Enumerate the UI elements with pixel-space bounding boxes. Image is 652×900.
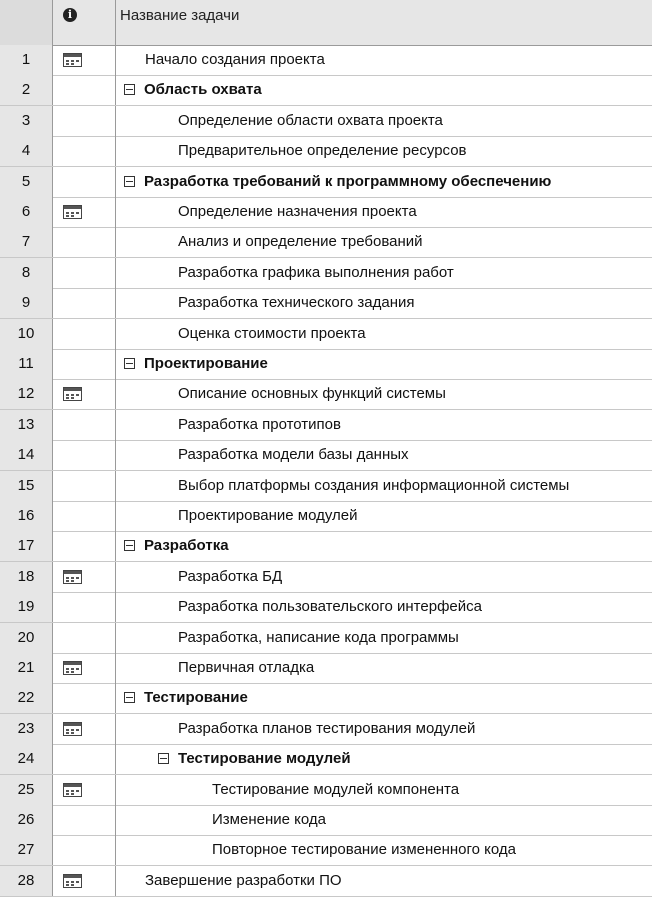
table-row[interactable]: [0, 106, 652, 137]
task-name-cell[interactable]: [116, 319, 652, 349]
indicator-cell[interactable]: [53, 714, 116, 744]
task-name: Анализ и определение требований: [178, 233, 423, 251]
calendar-icon[interactable]: [63, 874, 82, 888]
task-name-cell[interactable]: [116, 136, 652, 166]
task-name-cell[interactable]: [116, 653, 652, 683]
task-name-cell[interactable]: [116, 288, 652, 318]
task-name: Разработка БД: [178, 567, 283, 585]
row-number[interactable]: 6: [0, 197, 53, 227]
row-number[interactable]: 13: [0, 410, 53, 440]
table-row[interactable]: [0, 167, 652, 198]
table-row[interactable]: [0, 714, 652, 745]
task-name-cell[interactable]: [116, 227, 652, 257]
task-name-cell[interactable]: [116, 623, 652, 653]
indicator-cell[interactable]: [53, 866, 116, 896]
task-name: Завершение разработки ПО: [145, 871, 342, 889]
task-name: Оценка стоимости проекта: [178, 324, 366, 342]
table-row[interactable]: [0, 288, 652, 319]
table-row[interactable]: [0, 805, 652, 836]
calendar-icon[interactable]: [63, 387, 82, 401]
calendar-icon[interactable]: [63, 570, 82, 584]
table-row[interactable]: [0, 197, 652, 228]
indicator-cell[interactable]: [53, 531, 116, 561]
row-number[interactable]: 26: [0, 805, 53, 835]
table-row[interactable]: [0, 531, 652, 562]
indicator-cell[interactable]: [53, 562, 116, 592]
task-name-cell[interactable]: [116, 805, 652, 835]
task-name-cell[interactable]: [116, 75, 652, 105]
calendar-icon[interactable]: [63, 205, 82, 219]
indicator-cell[interactable]: [53, 471, 116, 501]
task-name: Разработка модели базы данных: [178, 446, 409, 464]
select-all-cell[interactable]: [0, 0, 53, 45]
table-row[interactable]: [0, 683, 652, 714]
task-name-cell[interactable]: [116, 45, 652, 75]
row-number[interactable]: 15: [0, 471, 53, 501]
task-name: Описание основных функций системы: [178, 385, 446, 403]
indicator-cell[interactable]: [53, 775, 116, 805]
row-number[interactable]: 7: [0, 227, 53, 257]
row-number[interactable]: 21: [0, 653, 53, 683]
summary-task-name: Разработка требований к программному обеспечению: [144, 172, 552, 190]
table-row[interactable]: [0, 410, 652, 441]
table-row[interactable]: [0, 349, 652, 380]
calendar-icon[interactable]: [63, 661, 82, 675]
task-name: Проектирование модулей: [178, 507, 358, 524]
collapse-toggle-icon[interactable]: [124, 176, 135, 187]
indicator-cell[interactable]: [53, 379, 116, 409]
table-row[interactable]: [0, 623, 652, 654]
row-number[interactable]: 8: [0, 258, 53, 288]
task-name: Разработка прототипов: [178, 415, 341, 433]
row-number[interactable]: 11: [0, 349, 53, 379]
summary-task-name: Область охвата: [144, 81, 262, 99]
summary-task-name: Тестирование: [144, 689, 248, 707]
table-row[interactable]: [0, 744, 652, 775]
task-name-cell[interactable]: [116, 866, 652, 896]
task-name-cell[interactable]: [116, 379, 652, 409]
table-row[interactable]: [0, 45, 652, 76]
row-number[interactable]: 23: [0, 714, 53, 744]
indicator-cell[interactable]: [53, 197, 116, 227]
task-name-column-header[interactable]: [116, 0, 652, 45]
task-name-cell[interactable]: [116, 775, 652, 805]
calendar-icon[interactable]: [63, 783, 82, 797]
row-number[interactable]: 3: [0, 106, 53, 136]
task-name-cell[interactable]: [116, 592, 652, 622]
task-name: Тестирование модулей компонента: [212, 780, 460, 798]
task-name-cell[interactable]: [116, 501, 652, 531]
task-name-header-label: Название задачи: [120, 7, 240, 24]
indicator-cell[interactable]: [53, 258, 116, 288]
task-name: Разработка технического задания: [178, 294, 415, 312]
task-name: Изменение кода: [212, 811, 326, 828]
task-name: Повторное тестирование измененного кода: [212, 841, 517, 859]
row-number[interactable]: 18: [0, 562, 53, 592]
indicator-cell[interactable]: [53, 167, 116, 197]
task-name-cell[interactable]: [116, 835, 652, 865]
indicator-cell[interactable]: [53, 744, 116, 774]
indicator-cell[interactable]: [53, 683, 116, 713]
table-row[interactable]: [0, 440, 652, 471]
row-number[interactable]: 24: [0, 744, 53, 774]
collapse-toggle-icon[interactable]: [158, 753, 169, 764]
indicator-cell[interactable]: [53, 349, 116, 379]
indicator-cell[interactable]: [53, 136, 116, 166]
summary-task-name: Разработка: [144, 537, 229, 555]
task-name: Определение области охвата проекта: [178, 111, 443, 129]
task-name-cell[interactable]: [116, 106, 652, 136]
row-number[interactable]: 27: [0, 835, 53, 865]
indicator-cell[interactable]: [53, 623, 116, 653]
indicator-cell[interactable]: [53, 227, 116, 257]
table-row[interactable]: [0, 227, 652, 258]
task-name: Начало создания проекта: [145, 51, 325, 68]
indicator-cell[interactable]: [53, 106, 116, 136]
row-number[interactable]: 22: [0, 683, 53, 713]
collapse-toggle-icon[interactable]: [124, 84, 135, 95]
row-number[interactable]: 10: [0, 319, 53, 349]
table-row[interactable]: [0, 379, 652, 410]
task-name-cell[interactable]: [116, 471, 652, 501]
collapse-toggle-icon[interactable]: [124, 358, 135, 369]
row-number[interactable]: 25: [0, 775, 53, 805]
indicator-cell[interactable]: [53, 288, 116, 318]
task-name-cell[interactable]: [116, 349, 652, 379]
table-row[interactable]: [0, 136, 652, 167]
table-row[interactable]: [0, 501, 652, 532]
table-row[interactable]: [0, 319, 652, 350]
table-row[interactable]: [0, 471, 652, 502]
task-name-cell[interactable]: [116, 714, 652, 744]
table-row[interactable]: [0, 75, 652, 106]
task-name: Первичная отладка: [178, 659, 315, 676]
grid-header: [0, 0, 652, 46]
row-number[interactable]: 28: [0, 866, 53, 896]
indicator-cell[interactable]: [53, 45, 116, 75]
row-number[interactable]: 5: [0, 167, 53, 197]
summary-task-name: Тестирование модулей: [178, 750, 351, 768]
table-row[interactable]: [0, 866, 652, 897]
indicators-column-header[interactable]: [53, 0, 116, 45]
task-name: Разработка графика выполнения работ: [178, 263, 454, 281]
row-number[interactable]: 9: [0, 288, 53, 318]
calendar-icon[interactable]: [63, 722, 82, 736]
indicator-cell[interactable]: [53, 410, 116, 440]
task-name: Выбор платформы создания информационной системы: [178, 476, 570, 494]
collapse-toggle-icon[interactable]: [124, 540, 135, 551]
indicator-cell[interactable]: [53, 501, 116, 531]
task-name: Разработка, написание кода программы: [178, 628, 459, 646]
collapse-toggle-icon[interactable]: [124, 692, 135, 703]
task-name-cell[interactable]: [116, 258, 652, 288]
indicator-cell[interactable]: [53, 805, 116, 835]
indicator-cell[interactable]: [53, 592, 116, 622]
row-number[interactable]: 20: [0, 623, 53, 653]
task-name-cell[interactable]: [116, 440, 652, 470]
task-name: Разработка пользовательского интерфейса: [178, 598, 482, 616]
table-row[interactable]: [0, 258, 652, 289]
indicator-cell[interactable]: [53, 440, 116, 470]
row-number[interactable]: 17: [0, 531, 53, 561]
task-name-cell[interactable]: [116, 744, 652, 774]
row-number[interactable]: 16: [0, 501, 53, 531]
task-name-cell[interactable]: [116, 562, 652, 592]
indicator-cell[interactable]: [53, 835, 116, 865]
info-icon: i: [63, 8, 77, 22]
row-number[interactable]: 1: [0, 45, 53, 75]
task-name: Предварительное определение ресурсов: [178, 142, 467, 160]
table-row[interactable]: [0, 653, 652, 684]
table-row[interactable]: [0, 775, 652, 806]
table-row[interactable]: [0, 562, 652, 593]
indicator-cell[interactable]: [53, 75, 116, 105]
calendar-icon[interactable]: [63, 53, 82, 67]
row-number[interactable]: 14: [0, 440, 53, 470]
row-number[interactable]: 4: [0, 136, 53, 166]
indicator-cell[interactable]: [53, 653, 116, 683]
row-number[interactable]: 19: [0, 592, 53, 622]
table-row[interactable]: [0, 835, 652, 866]
task-name-cell[interactable]: [116, 410, 652, 440]
task-name: Определение назначения проекта: [178, 203, 417, 220]
task-name-cell[interactable]: [116, 531, 652, 561]
table-row[interactable]: [0, 592, 652, 623]
task-name: Разработка планов тестирования модулей: [178, 719, 476, 737]
task-name-cell[interactable]: [116, 683, 652, 713]
task-name-cell[interactable]: [116, 167, 652, 197]
row-number[interactable]: 12: [0, 379, 53, 409]
row-number[interactable]: 2: [0, 75, 53, 105]
task-name-cell[interactable]: [116, 197, 652, 227]
summary-task-name: Проектирование: [144, 355, 268, 372]
indicator-cell[interactable]: [53, 319, 116, 349]
